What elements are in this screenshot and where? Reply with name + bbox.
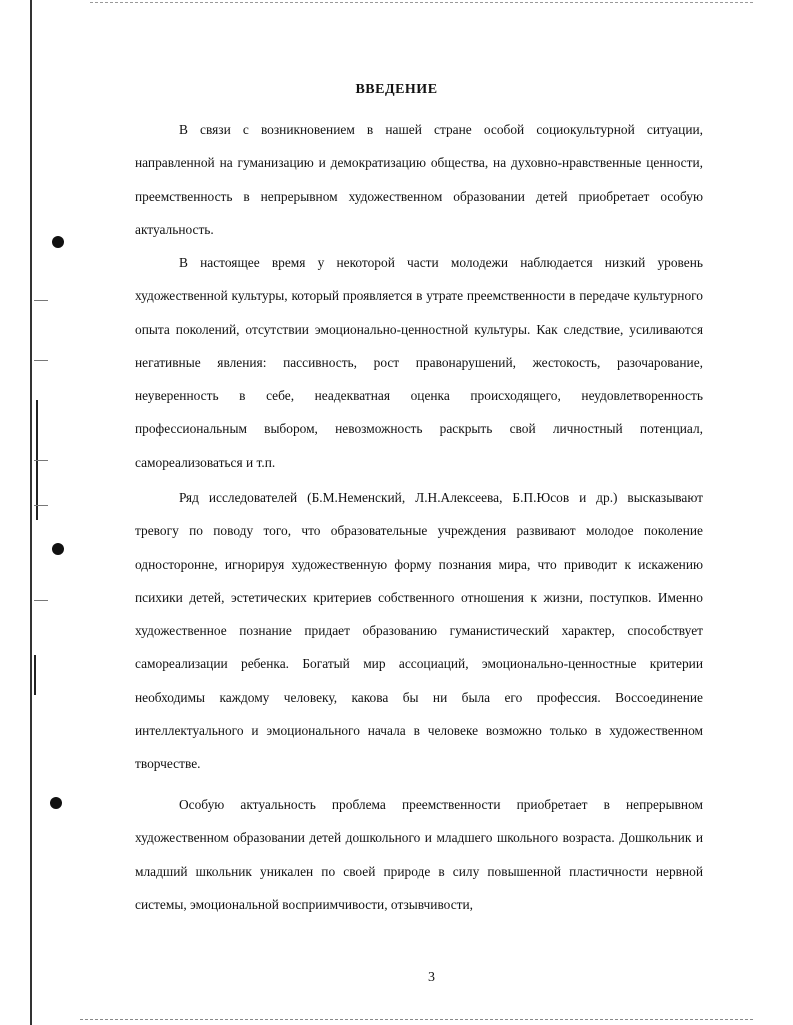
punch-hole-icon xyxy=(52,236,64,248)
scan-edge-line xyxy=(30,0,32,1025)
paragraph-text: Особую актуальность проблема преемственности приобретает в непрерывном художественном образовании детей дошкольного и младшего школьного возраста. Дошкольник и младший школьник уникален по своей природе в силу повышенной пластичности нервной системы, эмоциональной восприимчивости, отзывчивости, xyxy=(135,797,703,912)
scan-mark xyxy=(34,505,48,506)
paragraph-text: В связи с возникновением в нашей стране особой социокультурной ситуации, направленной на гуманизацию и демократизацию общества, на духовно-нравственные ценности, преемственность в непрерывном художественном образовании детей приобретает особую актуальность. xyxy=(135,122,703,237)
paragraph-3 xyxy=(135,481,703,781)
paragraph-text: В настоящее время у некоторой части молодежи наблюдается низкий уровень художественной культуры, который проявляется в утрате преемственности в передаче культурного опыта поколений, отсутствии эмоционально-ценностной культуры. Как следствие, усиливаются негативные явления: пассивность, рост правонарушений, жестокость, разочарование, неуверенность в себе, неадекватная оценка происходящего, неудовлетворенность профессиональным выбором, невозможность раскрыть свой личностный потенциал, самореализоваться и т.п. xyxy=(135,255,703,470)
scan-mark xyxy=(34,600,48,601)
paragraph-text: Ряд исследователей (Б.М.Неменский, Л.Н.Алексеева, Б.П.Юсов и др.) высказывают тревогу по поводу того, что образовательные учреждения развивают молодое поколение односторонне, игнорируя художественную форму познания мира, что приводит к искажению психики детей, эстетических критериев собственного отношения к жизни, поступков. Именно художественное познание придает образованию гуманистический характер, способствует самореализации ребенка. Богатый мир ассоциаций, эмоционально-ценностные критерии необходимы каждому человеку, какова бы ни была его профессия. Воссоединение интеллектуального и эмоционального начала в человеке возможно только в художественном творчестве. xyxy=(135,490,703,772)
scan-mark xyxy=(34,460,48,461)
paragraph-1 xyxy=(135,113,703,246)
page-number: 3 xyxy=(428,970,435,985)
paragraph-4 xyxy=(135,788,703,921)
section-title: ВВЕДЕНИЕ xyxy=(355,82,438,97)
paragraph-2 xyxy=(135,246,703,479)
scan-mark xyxy=(34,300,48,301)
punch-hole-icon xyxy=(50,797,62,809)
punch-hole-icon xyxy=(52,543,64,555)
scan-streak xyxy=(34,655,36,695)
scan-mark xyxy=(34,360,48,361)
scan-bottom-edge xyxy=(80,1019,753,1021)
scan-top-edge xyxy=(90,2,753,4)
